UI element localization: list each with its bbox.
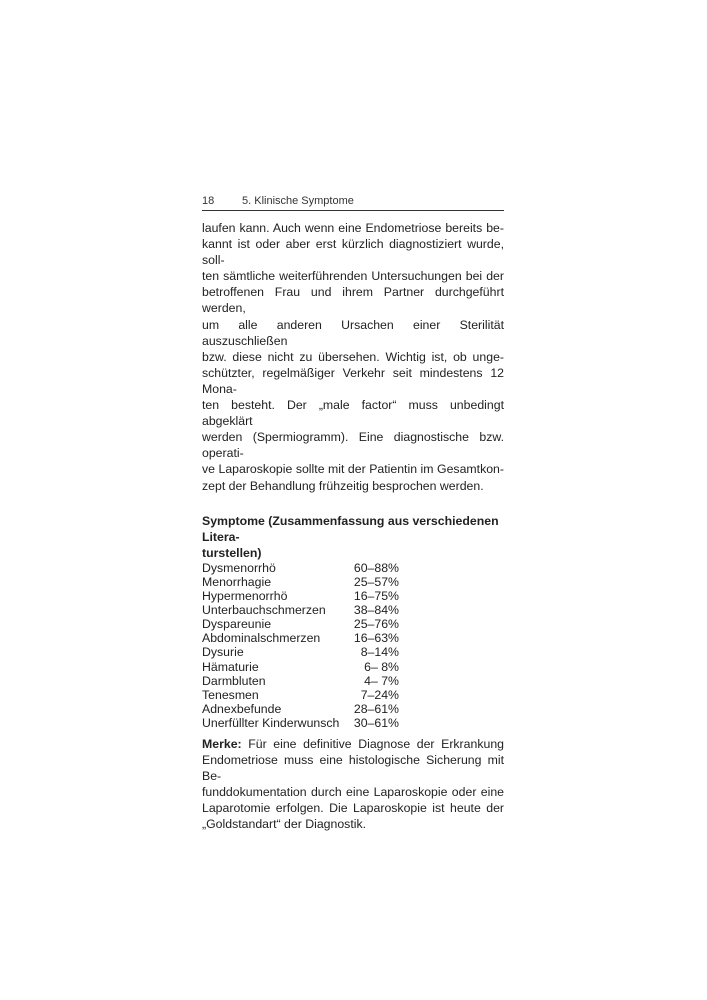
page-body xyxy=(202,220,504,833)
symptom-frequency: 30–61% xyxy=(353,715,399,730)
text-line: schützter, regelmäßiger Verkehr seit mindestens 12 Mona- xyxy=(202,365,504,396)
symptom-name: Unterbauchschmerzen xyxy=(202,603,326,618)
symptom-name: Abdominalschmerzen xyxy=(202,631,321,646)
symptom-frequency: 7–24% xyxy=(360,687,399,702)
running-header xyxy=(202,194,504,211)
table-row xyxy=(202,716,399,730)
symptom-frequency: 25–76% xyxy=(353,617,399,632)
text-line: ten sämtliche weiterführenden Untersuchungen bei der xyxy=(202,269,504,284)
merke-note xyxy=(202,736,504,833)
symptom-frequency: 38–84% xyxy=(353,603,399,618)
text-line: um alle anderen Ursachen einer Sterilität auszuschließen xyxy=(202,317,504,348)
text-line: laufen kann. Auch wenn eine Endometriose bereits be- xyxy=(202,221,504,235)
text-line: ten besteht. Der „male factor“ muss unbedingt abgeklärt xyxy=(202,398,504,429)
symptom-name: Tenesmen xyxy=(202,687,259,702)
intro-paragraph xyxy=(202,220,504,494)
heading-line: turstellen) xyxy=(202,545,262,560)
symptom-name: Dyspareunie xyxy=(202,617,272,632)
table-row xyxy=(202,561,399,575)
heading-line: Symptome (Zusammenfassung aus verschiedenen Litera- xyxy=(202,513,499,544)
symptoms-heading xyxy=(202,513,504,561)
table-row xyxy=(202,589,399,603)
symptom-frequency: 8–14% xyxy=(360,645,399,660)
table-row xyxy=(202,631,399,645)
text-line: „Goldstandart“ der Diagnostik. xyxy=(202,817,367,832)
symptom-frequency: 6– 8% xyxy=(364,659,399,674)
symptom-name: Adnexbefunde xyxy=(202,701,282,716)
chapter-title: 5. Klinische Symptome xyxy=(242,195,354,207)
page-number: 18 xyxy=(202,195,215,207)
symptom-name: Dysurie xyxy=(202,645,244,660)
table-row xyxy=(202,660,399,674)
symptom-name: Hypermenorrhö xyxy=(202,589,288,604)
symptom-frequency: 25–57% xyxy=(353,574,399,589)
symptom-name: Dysmenorrhö xyxy=(202,560,276,575)
text-line: betroffenen Frau und ihrem Partner durchgeführt werden, xyxy=(202,285,504,316)
merke-first-line: Für eine definitive Diagnose der Erkrankung xyxy=(241,737,504,751)
text-line: ve Laparoskopie sollte mit der Patientin im Gesamtkon- xyxy=(202,462,504,477)
table-row xyxy=(202,702,399,716)
symptom-name: Menorrhagie xyxy=(202,574,272,589)
symptom-name: Darmbluten xyxy=(202,673,266,688)
symptom-name: Hämaturie xyxy=(202,659,259,674)
symptom-frequency: 4– 7% xyxy=(364,673,399,688)
symptom-frequency: 60–88% xyxy=(353,560,399,575)
merke-label: Merke: xyxy=(202,737,242,751)
text-line: Endometriose muss eine histologische Sicherung mit Be- xyxy=(202,753,504,784)
symptom-frequency: 16–63% xyxy=(353,631,399,646)
text-line: zept der Behandlung frühzeitig besprochen werden. xyxy=(202,478,484,493)
table-row xyxy=(202,575,399,589)
symptoms-table xyxy=(202,561,399,730)
text-line: Laparotomie erfolgen. Die Laparoskopie ist heute der xyxy=(202,801,504,816)
symptom-frequency: 16–75% xyxy=(353,589,399,604)
text-line: funddokumentation durch eine Laparoskopie oder eine xyxy=(202,785,504,800)
symptom-frequency: 28–61% xyxy=(353,701,399,716)
symptom-name: Unerfüllter Kinderwunsch xyxy=(202,715,340,730)
text-line: werden (Spermiogramm). Eine diagnostische bzw. operati- xyxy=(202,430,504,461)
text-line: kannt ist oder aber erst kürzlich diagnostiziert wurde, soll- xyxy=(202,237,504,268)
text-line: bzw. diese nicht zu übersehen. Wichtig ist, ob unge- xyxy=(202,349,504,364)
text-line xyxy=(202,736,504,752)
table-row xyxy=(202,617,399,631)
table-row xyxy=(202,674,399,688)
table-row xyxy=(202,603,399,617)
table-row xyxy=(202,688,399,702)
table-row xyxy=(202,645,399,659)
